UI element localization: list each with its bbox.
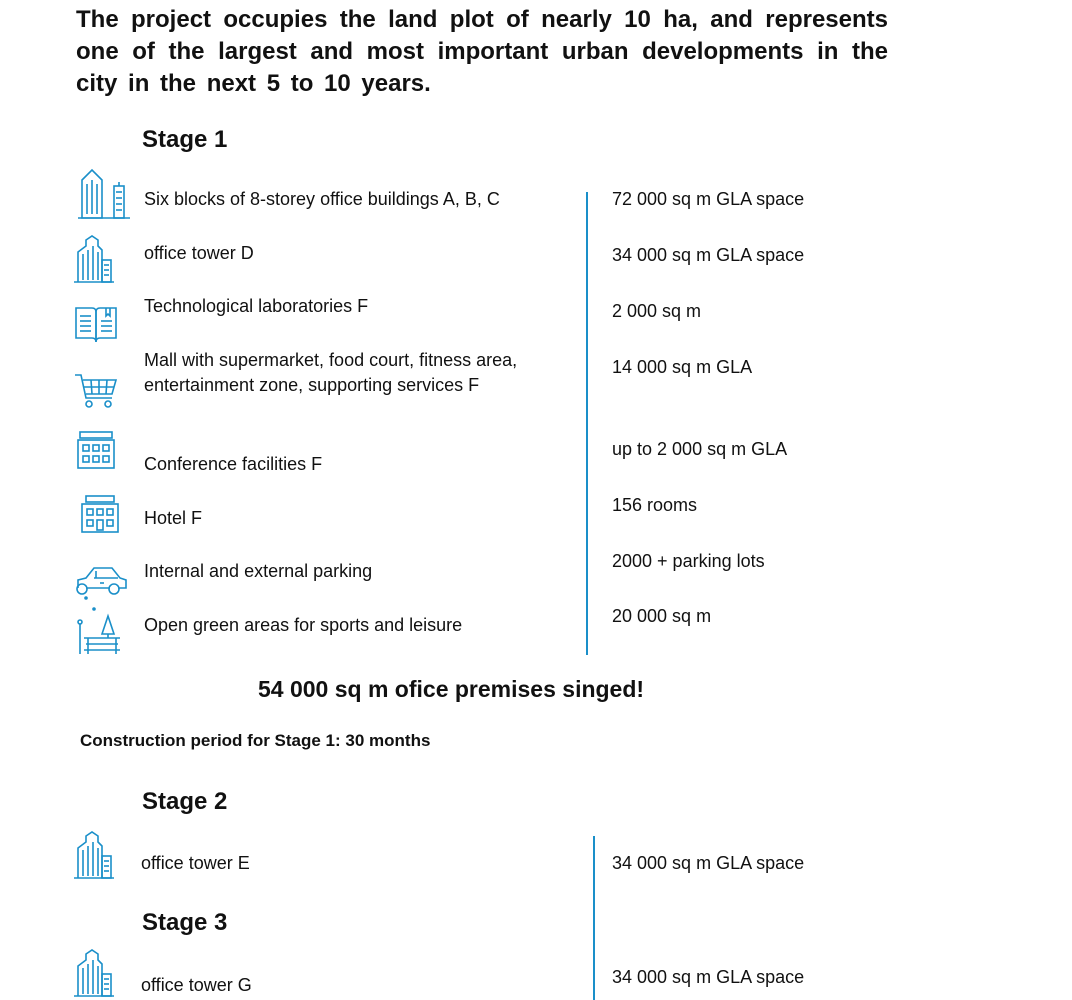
office-tower-icon xyxy=(74,830,114,880)
stage-1-row-3-label: Technological laboratories F xyxy=(144,296,369,316)
stage-1-row-4-label-line-2: entertainment zone, supporting services F xyxy=(144,375,480,395)
stage-1-row-4-value: 14 000 sq m GLA xyxy=(612,357,753,377)
stage-2-title: Stage 2 xyxy=(142,788,228,815)
office-blocks-icon xyxy=(78,166,130,220)
intro-paragraph: The project occupies the land plot of nearly 10 ha, and represents one of the largest and most important urban developments in the city in the next 5 to 10 years. xyxy=(76,6,888,97)
stage-1-row-7-value: 2000 + parking lots xyxy=(612,551,765,571)
stage-1-row-6-value: 156 rooms xyxy=(612,495,698,515)
stage-3-title: Stage 3 xyxy=(142,909,228,936)
stage-3-row-1-label: office tower G xyxy=(141,975,252,995)
stage-1-row-2-value: 34 000 sq m GLA space xyxy=(612,245,805,265)
stage-3-row-1-value: 34 000 sq m GLA space xyxy=(612,967,805,987)
shopping-cart-icon xyxy=(74,372,118,410)
stage-1-row-6-label: Hotel F xyxy=(144,508,203,528)
stage-2-row-1-value: 34 000 sq m GLA space xyxy=(612,853,805,873)
stage-1-divider xyxy=(586,192,588,655)
stage-1-row-5-label: Conference facilities F xyxy=(144,454,323,474)
stage-1-title: Stage 1 xyxy=(142,126,228,153)
stage-1-row-3-value: 2 000 sq m xyxy=(612,301,702,321)
stage-1-row-4-label-line-1: Mall with supermarket, food court, fitness area, xyxy=(144,350,518,370)
stage-2-3-divider xyxy=(593,836,595,1000)
stage-1-row-7-label: Internal and external parking xyxy=(144,561,373,581)
stage-1-row-2-label: office tower D xyxy=(144,243,254,263)
open-book-icon xyxy=(74,302,118,344)
stage-1-row-1-label: Six blocks of 8-storey office buildings A, B, C xyxy=(144,189,500,209)
park-bench-icon xyxy=(76,606,124,656)
stage-1-row-5-value: up to 2 000 sq m GLA xyxy=(612,439,788,459)
car-icon xyxy=(74,560,130,600)
hotel-icon xyxy=(80,494,120,534)
construction-period: Construction period for Stage 1: 30 months xyxy=(80,731,431,750)
stage-1-row-8-value: 20 000 sq m xyxy=(612,606,712,626)
office-tower-icon xyxy=(74,948,114,998)
signed-premises-highlight: 54 000 sq m ofice premises singed! xyxy=(258,676,645,702)
conference-building-icon xyxy=(76,430,116,470)
stage-2-row-1-label: office tower E xyxy=(141,853,250,873)
stage-1-row-8-label: Open green areas for sports and leisure xyxy=(144,615,463,635)
office-tower-icon xyxy=(74,234,114,284)
stage-1-row-1-value: 72 000 sq m GLA space xyxy=(612,189,805,209)
